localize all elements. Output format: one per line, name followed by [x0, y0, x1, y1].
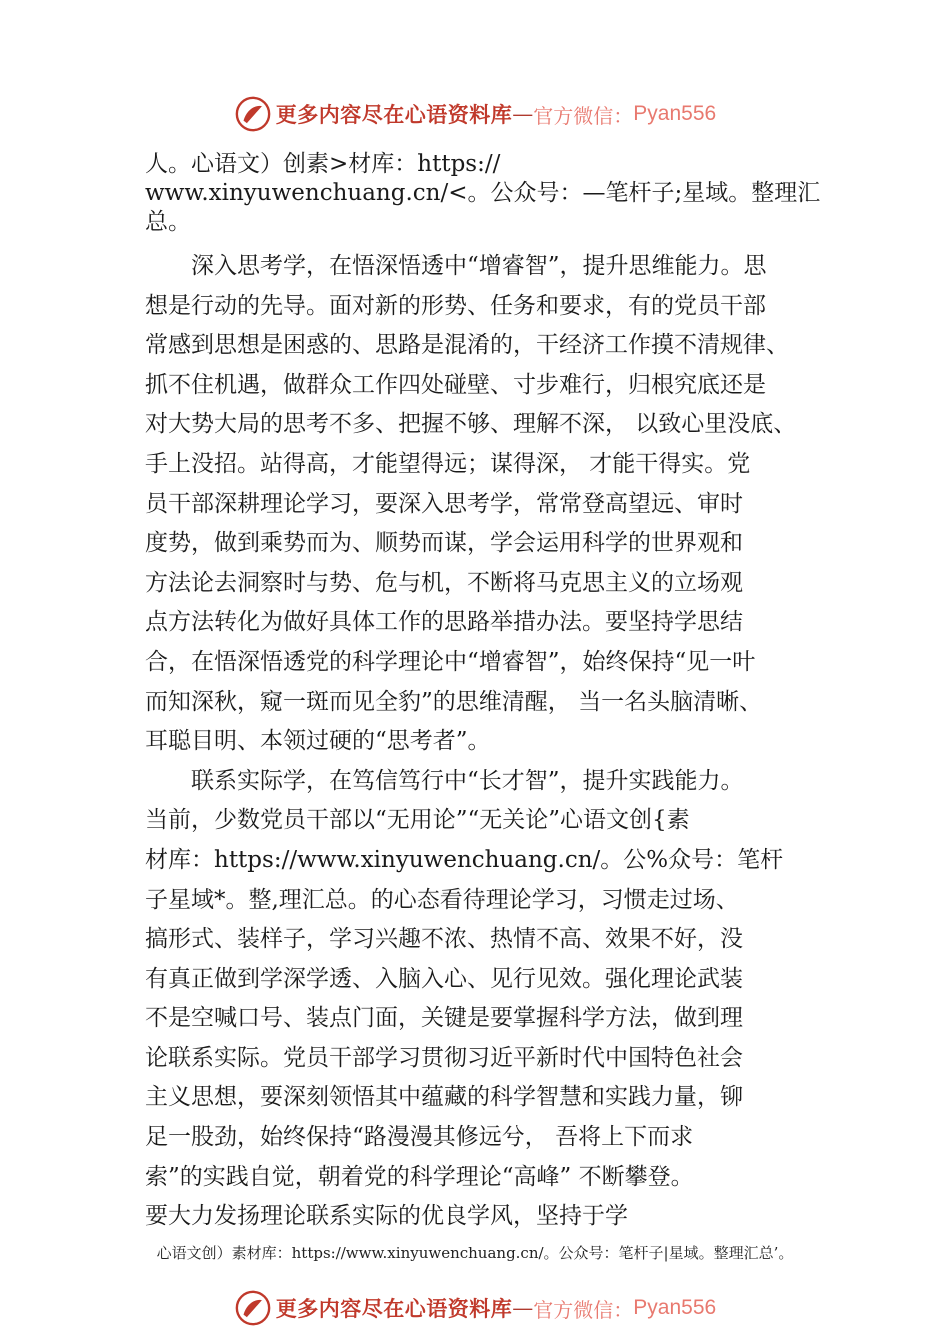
wechat-label: 官方微信： — [533, 1297, 634, 1322]
text-line: 不是空喊口号、装点门面，关键是要掌握科学方法，做到理 — [145, 1005, 743, 1032]
wechat-label: 官方微信： — [533, 103, 634, 128]
logo-icon — [234, 1289, 272, 1327]
text-line: 主义思想，要深刻领悟其中蕴藏的科学智慧和实践力量，铆 — [145, 1084, 743, 1111]
document-body — [145, 150, 845, 1237]
banner-title: 更多内容尽在心语资料库 — [275, 102, 513, 127]
paragraph-thinking — [145, 247, 845, 801]
text-line: 对大势大局的思考不多、把握不够、理解不深， 以致心里没底、 — [145, 411, 797, 438]
text-line: 合，在悟深悟透党的科学理论中“增睿智”，始终保持“见一叶 — [145, 648, 756, 675]
text-line: 材库：https://www.xinyuwenchuang.cn/。公%众号：笔杆 — [145, 846, 784, 873]
text-line: 索”的实践自觉，朝着党的科学理论“高峰” 不断攀登。 — [145, 1163, 694, 1190]
banner-separator: — — [512, 1296, 534, 1320]
banner-title: 更多内容尽在心语资料库 — [275, 1296, 513, 1321]
text-line: 点方法转化为做好具体工作的思路举措办法。要坚持学思结 — [145, 609, 743, 636]
logo-icon — [234, 95, 272, 133]
banner-separator: — — [512, 102, 534, 126]
text-line: 足一股劲，始终保持“路漫漫其修远兮， 吾将上下而求 — [145, 1124, 694, 1151]
text-line: 想是行动的先导。面对新的形势、任务和要求，有的党员干部 — [145, 292, 766, 319]
text-line: 总。 — [145, 209, 191, 235]
text-line: 而知深秋，窥一斑而见全豹”的思维清醒， 当一名头脑清晰、 — [145, 688, 763, 715]
text-line: 联系实际学，在笃信笃行中“长才智”，提升实践能力。 — [145, 767, 744, 794]
text-line: 度势，做到乘势而为、顺势而谋，学会运用科学的世界观和 — [145, 530, 743, 557]
text-line: 人。心语文）创素>材库：https:// — [145, 151, 501, 177]
text-line: 子星域*。整,理汇总。的心态看待理论学习，习惯走过场、 — [145, 886, 739, 913]
wechat-id: Pyan556 — [633, 102, 717, 125]
text-line: 要大力发扬理论联系实际的优良学风，坚持于学 — [145, 1203, 628, 1230]
header-banner — [0, 92, 950, 136]
wechat-id: Pyan556 — [633, 1296, 717, 1319]
text-line: 常感到思想是困惑的、思路是混淆的，干经济工作摸不清规律、 — [145, 332, 789, 359]
text-line: 耳聪目明、本领过硬的“思考者”。 — [145, 728, 491, 755]
text-line: 方法论去洞察时与势、危与机，不断将马克思主义的立场观 — [145, 569, 743, 596]
text-line: 员干部深耕理论学习，要深入思考学，常常登高望远、审时 — [145, 490, 743, 517]
page-footer: 心语文创）素材库：https://www.xinyuwenchuang.cn/。公众号：笔杆子|星域。整理汇总’。 — [156, 1244, 794, 1262]
text-line: 论联系实际。党员干部学习贯彻习近平新时代中国特色社会 — [145, 1044, 743, 1071]
text-line: 抓不住机遇，做群众工作四处碰壁、寸步难行，归根究底还是 — [145, 371, 766, 398]
text-line: www.xinyuwenchuang.cn/<。公众号：—笔杆子;星域。整理汇 — [145, 180, 821, 206]
text-line: 当前，少数党员干部以“无用论”“无关论”心语文创{素 — [145, 807, 690, 834]
text-line: 深入思考学，在悟深悟透中“增睿智”，提升思维能力。思 — [145, 253, 767, 279]
text-line: 搞形式、装样子，学习兴趣不浓、热情不高、效果不好，没 — [145, 926, 743, 953]
text-line: 有真正做到学深学透、入脑入心、见行见效。强化理论武装 — [145, 965, 743, 992]
text-line: 手上没招。站得高，才能望得远；谋得深， 才能干得实。党 — [145, 450, 751, 477]
footer-banner — [0, 1286, 950, 1330]
intro-block — [145, 150, 845, 237]
paragraph-practice — [145, 801, 845, 1237]
